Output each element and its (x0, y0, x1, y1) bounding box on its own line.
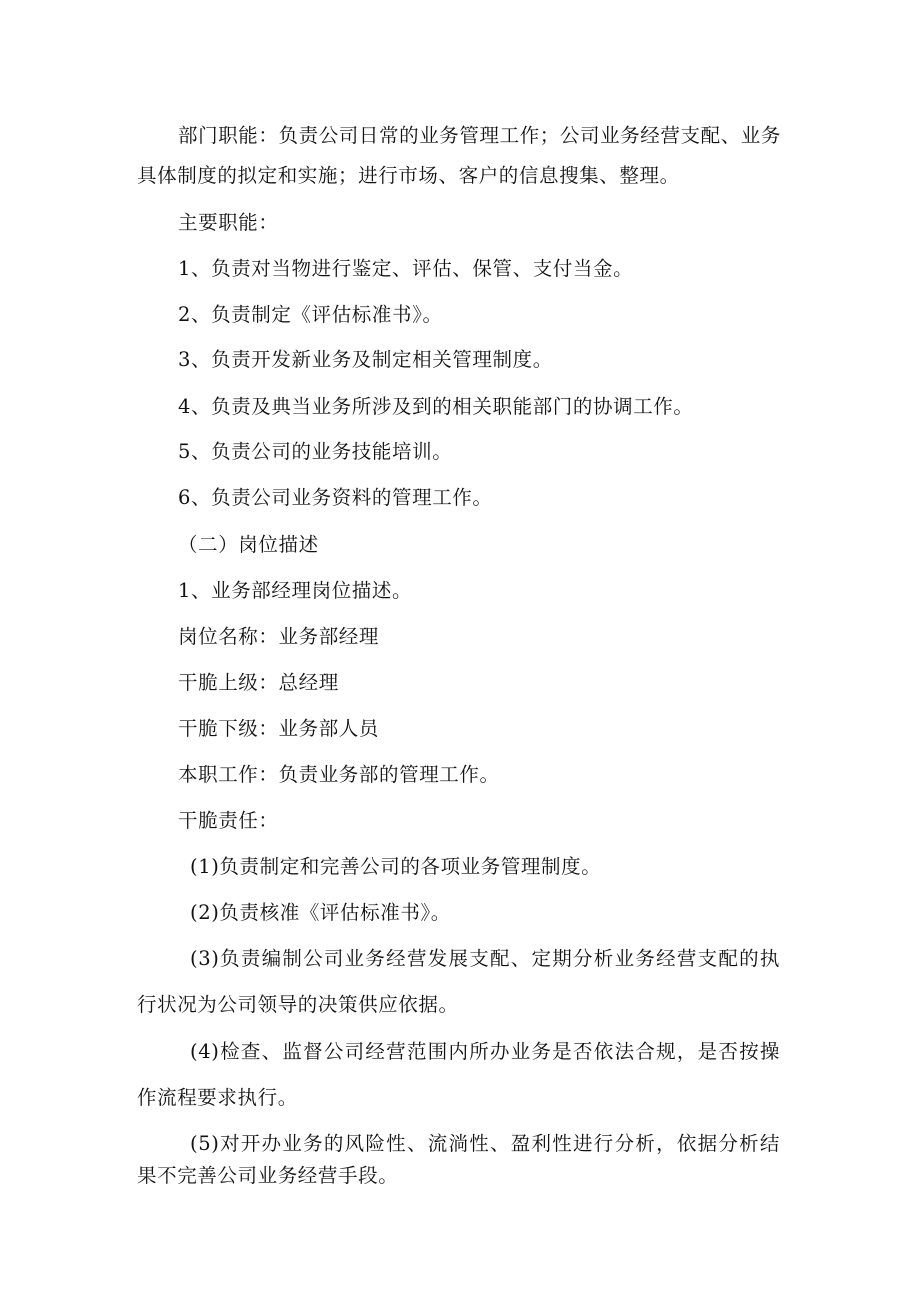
duty-item-2: 2、负责制定《评估标准书》。 (178, 303, 443, 326)
post-name: 岗位名称：业务部经理 (178, 625, 380, 648)
duty-item-3: 3、负责开发新业务及制定相关管理制度。 (178, 348, 553, 371)
main-work: 本职工作：负责业务部的管理工作。 (178, 763, 500, 786)
responsibility-item-3-line1: (3)负责编制公司业务经营发展支配、定期分析业务经营支配的执 (190, 947, 780, 970)
responsibility-item-4-line2: 作流程要求执行。 (137, 1086, 298, 1109)
responsibility-item-5-line1: (5)对开办业务的风险性、流淌性、盈利性进行分析，依据分析结 (190, 1132, 780, 1155)
section2-heading: （二）岗位描述 (178, 533, 319, 556)
responsibility-item-1: (1)负责制定和完善公司的各项业务管理制度。 (190, 855, 602, 878)
responsibility-item-4-line1: (4)检查、监督公司经营范围内所办业务是否依法合规，是否按操 (190, 1040, 780, 1063)
duty-item-5: 5、负责公司的业务技能培训。 (178, 440, 453, 463)
paragraph-department-function-line1: 部门职能：负责公司日常的业务管理工作；公司业务经营支配、业务 (178, 124, 782, 147)
direct-subordinate: 干脆下级：业务部人员 (178, 717, 380, 740)
responsibility-heading: 干脆责任： (178, 809, 279, 832)
duty-item-1: 1、负责对当物进行鉴定、评估、保管、支付当金。 (178, 257, 634, 280)
direct-superior: 干脆上级：总经理 (178, 671, 339, 694)
duty-item-6: 6、负责公司业务资料的管理工作。 (178, 486, 493, 509)
main-duties-heading: 主要职能： (178, 211, 279, 234)
subsection1-heading: 1、业务部经理岗位描述。 (178, 579, 413, 602)
responsibility-item-2: (2)负责核准《评估标准书》。 (190, 901, 451, 924)
responsibility-item-3-line2: 行状况为公司领导的决策供应依据。 (137, 993, 459, 1016)
responsibility-item-5-line2: 果不完善公司业务经营手段。 (137, 1164, 399, 1187)
duty-item-4: 4、负责及典当业务所涉及到的相关职能部门的协调工作。 (178, 395, 694, 418)
paragraph-department-function-line2: 具体制度的拟定和实施；进行市场、客户的信息搜集、整理。 (137, 164, 680, 187)
